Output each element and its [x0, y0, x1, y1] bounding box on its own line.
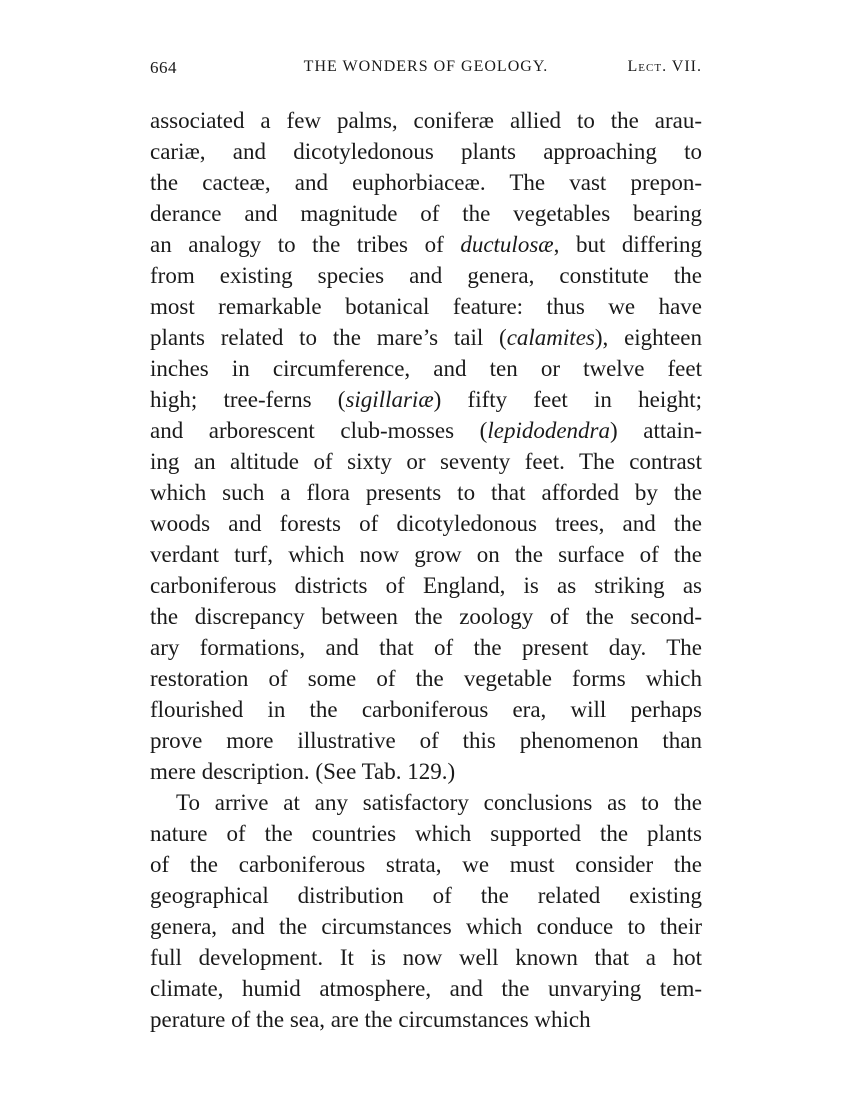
text-line: woods and forests of dicotyledonous trees, and the — [150, 511, 702, 536]
text-segment: plants related to the mare’s tail ( — [150, 325, 507, 350]
text-line: cariæ, and dicotyledonous plants approaching to — [150, 139, 702, 164]
text-line: flourished in the carboniferous era, will perhaps — [150, 697, 702, 722]
text-line: To arrive at any satisfactory conclusions as to the — [176, 790, 702, 815]
text-line — [150, 322, 702, 353]
text-line: associated a few palms, coniferæ allied to the arau- — [150, 108, 702, 133]
text-line: geographical distribution of the related existing — [150, 883, 702, 908]
text-line — [150, 384, 702, 415]
text-line: genera, and the circumstances which conduce to their — [150, 914, 702, 939]
running-header — [150, 58, 702, 88]
text-line: ing an altitude of sixty or seventy feet. The contrast — [150, 449, 702, 474]
text-segment: and arborescent club-mosses ( — [150, 418, 488, 443]
text-line: which such a flora presents to that afforded by the — [150, 480, 702, 505]
text-line: from existing species and genera, constitute the — [150, 263, 702, 288]
running-title: THE WONDERS OF GEOLOGY. — [303, 58, 549, 75]
text-line: full development. It is now well known that a hot — [150, 945, 702, 970]
text-line: perature of the sea, are the circumstances which — [150, 1007, 591, 1032]
paragraph-2 — [150, 787, 702, 1035]
text-line: mere description. (See Tab. 129.) — [150, 759, 456, 784]
text-segment: , but differing — [553, 232, 702, 257]
italic-term: ductulosæ — [460, 232, 554, 257]
italic-term: calamites — [506, 325, 595, 350]
text-segment: ) attain- — [610, 418, 702, 443]
text-line: ary formations, and that of the present day. The — [150, 635, 702, 660]
text-line: carboniferous districts of England, is as striking as — [150, 573, 702, 598]
italic-term: lepidodendra — [487, 418, 610, 443]
text-line: of the carboniferous strata, we must consider the — [150, 852, 702, 877]
italic-term: sigillariæ — [345, 387, 434, 412]
text-line: inches in circumference, and ten or twelve feet — [150, 356, 702, 381]
text-line: the discrepancy between the zoology of the second- — [150, 604, 702, 629]
text-line: the cacteæ, and euphorbiaceæ. The vast prepon- — [150, 170, 702, 195]
body-text — [150, 105, 702, 1035]
text-line — [150, 229, 702, 260]
text-line: derance and magnitude of the vegetables bearing — [150, 201, 702, 226]
text-line: climate, humid atmosphere, and the unvarying tem- — [150, 976, 702, 1001]
lecture-reference: Lect. VII. — [627, 58, 702, 75]
text-line: nature of the countries which supported the plants — [150, 821, 702, 846]
text-line: most remarkable botanical feature: thus we have — [150, 294, 702, 319]
paragraph-1 — [150, 105, 702, 787]
page-number: 664 — [150, 58, 177, 77]
text-line: verdant turf, which now grow on the surface of the — [150, 542, 702, 567]
text-line: prove more illustrative of this phenomenon than — [150, 728, 702, 753]
text-segment: ) fifty feet in height; — [433, 387, 702, 412]
text-segment: an analogy to the tribes of — [150, 232, 461, 257]
text-segment: high; tree-ferns ( — [150, 387, 346, 412]
text-segment: ), eighteen — [594, 325, 702, 350]
text-line: restoration of some of the vegetable forms which — [150, 666, 702, 691]
text-line — [150, 415, 702, 446]
